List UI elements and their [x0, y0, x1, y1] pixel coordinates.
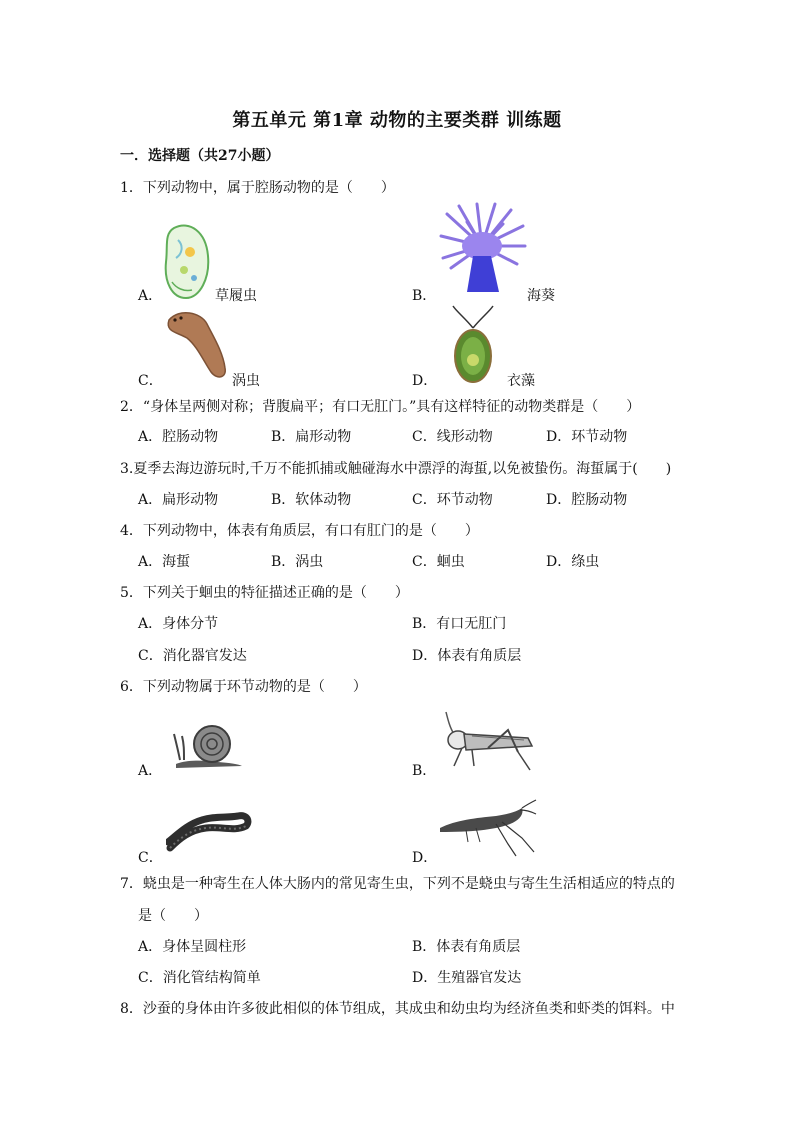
question-7-stem-line-2: 是（ ）: [138, 908, 208, 924]
q3-option-c: C．环节动物: [412, 492, 493, 508]
q2-option-a: A．腔肠动物: [138, 429, 219, 445]
section-heading: 一．选择题（共27小题）: [120, 148, 280, 164]
q5-option-a: A．身体分节: [138, 616, 219, 632]
q5-option-d: D．体表有角质层: [412, 648, 522, 664]
q6-option-b-label: B．: [412, 763, 437, 779]
q1-option-c-label: C．: [138, 373, 163, 389]
q1-option-b-name: 海葵: [527, 288, 555, 304]
q1-option-d-label: D．: [412, 373, 438, 389]
snail-image: [172, 720, 244, 770]
q7-option-b: B．体表有角质层: [412, 939, 521, 955]
shrimp-image: [436, 798, 538, 858]
q4-option-a: A．海蜇: [138, 554, 191, 570]
q5-option-c: C．消化器官发达: [138, 648, 247, 664]
planarian-image: [163, 306, 237, 382]
q5-option-b: B．有口无肛门: [412, 616, 507, 632]
grasshopper-image: [438, 710, 536, 772]
q1-option-d-name: 衣藻: [507, 373, 535, 389]
sea-anemone-image: [437, 202, 527, 296]
question-5-stem: 5．下列关于蛔虫的特征描述正确的是（ ）: [120, 585, 409, 601]
q4-option-b: B．涡虫: [271, 554, 324, 570]
q2-option-d: D．环节动物: [546, 429, 628, 445]
question-7-stem-line-1: 7．蛲虫是一种寄生在人体大肠内的常见寄生虫，下列不是蛲虫与寄生生活相适应的特点的: [120, 876, 675, 892]
q7-option-a: A．身体呈圆柱形: [138, 939, 247, 955]
q7-option-c: C．消化管结构简单: [138, 970, 261, 986]
q2-option-c: C．线形动物: [412, 429, 493, 445]
question-6-stem: 6．下列动物属于环节动物的是（ ）: [120, 679, 367, 695]
q1-option-a-label: A．: [138, 288, 163, 304]
question-4-stem: 4．下列动物中，体表有角质层，有口有肛门的是（ ）: [120, 523, 479, 539]
q1-option-a-name: 草履虫: [215, 288, 257, 304]
q6-option-c-label: C．: [138, 850, 163, 866]
question-1-stem: 1．下列动物中，属于腔肠动物的是（ ）: [120, 180, 395, 196]
q4-option-d: D．绦虫: [546, 554, 600, 570]
question-2-stem: 2．“身体呈两侧对称；背腹扁平；有口无肛门。”具有这样特征的动物类群是（ ）: [120, 399, 641, 415]
paramecium-image: [160, 222, 218, 302]
q1-option-b-label: B．: [412, 288, 437, 304]
q2-option-b: B．扁形动物: [271, 429, 352, 445]
q7-option-d: D．生殖器官发达: [412, 970, 522, 986]
question-8-stem: 8．沙蚕的身体由许多彼此相似的体节组成，其成虫和幼虫均为经济鱼类和虾类的饵料。中: [120, 1001, 675, 1017]
q1-option-c-name: 涡虫: [232, 373, 260, 389]
question-3-stem: 3.夏季去海边游玩时,千万不能抓捕或触碰海水中漂浮的海蜇,以免被蛰伤。海蜇属于( ): [120, 461, 672, 477]
q3-option-d: D．腔肠动物: [546, 492, 628, 508]
q4-option-c: C．蛔虫: [412, 554, 465, 570]
q3-option-a: A．扁形动物: [138, 492, 219, 508]
q6-option-a-label: A．: [138, 763, 163, 779]
earthworm-image: [166, 808, 252, 854]
page-title: 第五单元 第1章 动物的主要类群 训练题: [232, 110, 562, 131]
chlamydomonas-image: [445, 304, 501, 386]
q6-option-d-label: D．: [412, 850, 438, 866]
q3-option-b: B．软体动物: [271, 492, 352, 508]
